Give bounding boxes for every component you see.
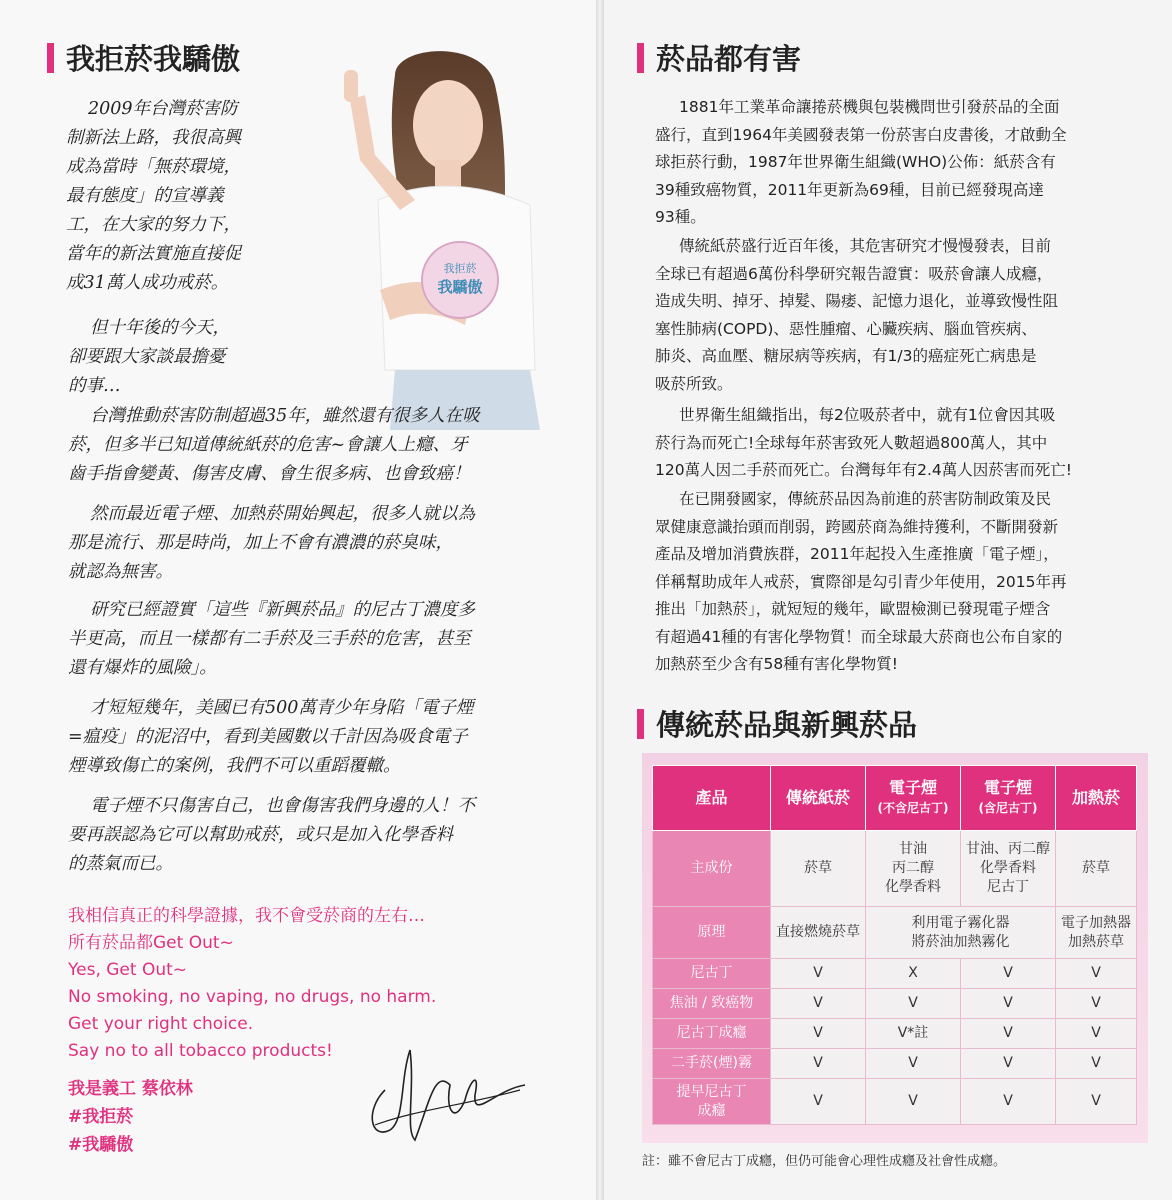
table-cell: V: [866, 1049, 961, 1079]
message-line: Get your right choice.: [68, 1014, 254, 1034]
comparison-table-panel: [642, 753, 1148, 1143]
worry-paragraph: [68, 314, 300, 401]
table-cell: V: [1056, 1019, 1137, 1049]
table-cell: V: [1056, 959, 1137, 989]
table-cell: 菸草: [771, 831, 866, 907]
table-row: [653, 907, 1137, 959]
row-label: 原理: [653, 907, 771, 959]
intro-paragraph: [66, 95, 303, 298]
history-line: 39種致癌物質，2011年更新為69種，目前已經發現高達: [655, 180, 1044, 199]
table-cell: X: [866, 959, 961, 989]
harm-line: 吸菸所致。: [655, 374, 733, 393]
hashtag: #我拒菸: [68, 1107, 134, 1127]
table-row: [653, 959, 1137, 989]
intro-line: 工，在大家的努力下，: [66, 215, 241, 235]
intro-line: 最有態度」的宣導義: [66, 186, 224, 206]
harm-line: 造成失明、掉牙、掉髮、陽痿、記憶力退化，並導致慢性阻: [655, 292, 1059, 310]
worry-line: 但十年後的今天，: [90, 318, 230, 338]
table-cell: V: [1056, 1049, 1137, 1079]
body-line: 研究已經證實「這些『新興菸品』的尼古丁濃度多: [90, 600, 475, 620]
left-section-title: [47, 37, 240, 78]
table-row: [653, 831, 1137, 907]
harm-line: 全球已有超過6萬份科學研究報告證實：吸菸會讓人成癮，: [655, 264, 1053, 283]
right-title-text: 菸品都有害: [656, 42, 802, 76]
body-line: 電子煙不只傷害自己，也會傷害我們身邊的人！不: [90, 796, 475, 816]
table-cell: V: [866, 1079, 961, 1125]
row-label: 尼古丁成癮: [653, 1019, 771, 1049]
industry-line: 有超過41種的有害化學物質！而全球最大菸商也公布自家的: [655, 627, 1063, 646]
worry-line: 卻要跟大家談最擔憂: [68, 347, 226, 367]
table-cell: V: [771, 1019, 866, 1049]
intro-line: 2009年台灣菸害防: [88, 99, 238, 119]
title-accent-bar: [47, 43, 54, 73]
table-cell: V: [771, 1079, 866, 1125]
title-accent-bar: [637, 709, 644, 739]
table-cell: 利用電子霧化器 將菸油加熱霧化: [866, 907, 1056, 959]
table-cell: V: [1056, 989, 1137, 1019]
volunteer-signoff: [68, 1075, 193, 1159]
message-line: No smoking, no vaping, no drugs, no harm.: [68, 987, 437, 1007]
body-paragraph-5: [60, 792, 560, 879]
industry-line: 佯稱幫助成年人戒菸，實際卻是勾引青少年使用，2015年再: [655, 572, 1067, 591]
table-row: [653, 1049, 1137, 1079]
harm-paragraph: [655, 233, 1150, 398]
right-section-title: [637, 37, 801, 78]
body-line: 那是流行、那是時尚，加上不會有濃濃的菸臭味，: [68, 533, 453, 553]
title-accent-bar: [637, 43, 644, 73]
who-line: 菸行為而死亡!全球每年菸害致死人數超過800萬人，其中: [655, 433, 1048, 452]
harm-line: 傳統紙菸盛行近百年後，其危害研究才慢慢發表，目前: [679, 237, 1052, 255]
handwritten-signature: [355, 1030, 530, 1160]
who-line: 120萬人因二手菸而死亡。台灣每年有2.4萬人因菸害而死亡!: [655, 461, 1072, 479]
comparison-table: [652, 765, 1137, 1125]
header-ecig-nicotine: 電子煙 (含尼古丁): [961, 766, 1056, 831]
body-line: 要再誤認為它可以幫助戒菸，或只是加入化學香料: [68, 825, 453, 845]
table-row: [653, 1019, 1137, 1049]
body-line: 才短短幾年，美國已有500萬青少年身陷「電子煙: [90, 698, 474, 718]
table-cell: 甘油 丙二醇 化學香料: [866, 831, 961, 907]
header-ecig-no-nicotine: 電子煙 (不含尼古丁): [866, 766, 961, 831]
body-line: 台灣推動菸害防制超過35年，雖然還有很多人在吸: [90, 406, 480, 426]
industry-line: 加熱菸至少含有58種有害化學物質!: [655, 655, 898, 673]
harm-line: 肺炎、高血壓、糖尿病等疾病，有1/3的癌症死亡病患是: [655, 347, 1037, 365]
body-line: 半更高，而且一樣都有二手菸及三手菸的危害，甚至: [68, 629, 471, 649]
row-label: 主成份: [653, 831, 771, 907]
table-cell: V: [771, 989, 866, 1019]
intro-line: 制新法上路，我很高興: [66, 128, 241, 148]
header-product: 產品: [653, 766, 771, 831]
hashtag: #我驕傲: [68, 1135, 134, 1155]
history-line: 盛行，直到1964年美國發表第一份菸害白皮書後，才啟動全: [655, 125, 1067, 144]
table-header-row: [653, 766, 1137, 831]
row-label: 尼古丁: [653, 959, 771, 989]
intro-line: 成31萬人成功戒菸。: [66, 273, 229, 293]
table-cell: V*註: [866, 1019, 961, 1049]
message-line: Say no to all tobacco products!: [68, 1041, 333, 1061]
table-footnote: 註：雖不會尼古丁成癮，但仍可能會心理性成癮及社會性成癮。: [642, 1154, 1007, 1169]
message-line: 我相信真正的科學證據，我不會受菸商的左右…: [68, 906, 425, 926]
table-cell: V: [961, 959, 1056, 989]
who-paragraph: [655, 402, 1150, 485]
body-paragraph-3: [60, 596, 560, 683]
table-cell: 菸草: [1056, 831, 1137, 907]
left-title-text: 我拒菸我驕傲: [66, 42, 241, 76]
row-label: 焦油 / 致癌物: [653, 989, 771, 1019]
table-cell: V: [866, 989, 961, 1019]
row-label: 提早尼古丁 成癮: [653, 1079, 771, 1125]
table-cell: V: [961, 1049, 1056, 1079]
table-cell: V: [771, 1049, 866, 1079]
history-line: 1881年工業革命讓捲菸機與包裝機問世引發菸品的全面: [679, 98, 1060, 116]
table-title-text: 傳統菸品與新興菸品: [656, 708, 918, 742]
worry-line: 的事…: [68, 376, 121, 396]
harm-line: 塞性肺病(COPD)、惡性腫瘤、心臟疾病、腦血管疾病、: [655, 319, 1037, 338]
intro-line: 成為當時「無菸環境，: [66, 157, 241, 177]
table-cell: V: [1056, 1079, 1137, 1125]
row-label: 二手菸(煙)霧: [653, 1049, 771, 1079]
message-line: Yes, Get Out~: [68, 960, 188, 980]
intro-line: 當年的新法實施直接促: [66, 244, 241, 264]
table-cell: 甘油、丙二醇 化學香料 尼古丁: [961, 831, 1056, 907]
industry-line: 推出「加熱菸」，就短短的幾年，歐盟檢測已發現電子煙含: [655, 600, 1051, 618]
table-cell: 電子加熱器 加熱菸草: [1056, 907, 1137, 959]
message-line: 所有菸品都Get Out~: [68, 933, 234, 953]
body-line: 齒手指會變黃、傷害皮膚、會生很多病、也會致癌！: [68, 464, 471, 484]
history-line: 93種。: [655, 208, 706, 226]
table-cell: V: [961, 989, 1056, 1019]
table-cell: V: [771, 959, 866, 989]
header-cigarette: 傳統紙菸: [771, 766, 866, 831]
industry-line: 眾健康意識抬頭而削弱，跨國菸商為維持獲利，不斷開發新: [655, 517, 1059, 536]
body-line: =瘟疫」的泥沼中，看到美國數以千計因為吸食電子: [68, 727, 468, 747]
body-paragraph-1: [60, 402, 560, 489]
volunteer-name: 我是義工 蔡依林: [68, 1079, 193, 1099]
who-line: 世界衛生組織指出，每2位吸菸者中，就有1位會因其吸: [679, 406, 1056, 424]
table-row: [653, 1079, 1137, 1125]
table-cell: 直接燃燒菸草: [771, 907, 866, 959]
page-fold: [596, 0, 604, 1200]
body-line: 菸，但多半已知道傳統紙菸的危害~會讓人上癮、牙: [68, 435, 468, 455]
table-cell: V: [961, 1079, 1056, 1125]
body-paragraph-2: [60, 500, 560, 587]
shirt-text-line1: 我拒菸: [443, 262, 477, 275]
history-paragraph: [655, 94, 1150, 232]
table-section-title: [637, 703, 917, 744]
body-line: 還有爆炸的風險」。: [68, 658, 217, 678]
industry-paragraph: [655, 486, 1150, 679]
industry-line: 在已開發國家，傳統菸品因為前進的菸害防制政策及民: [679, 490, 1052, 508]
spokesperson-photo: [300, 40, 565, 430]
table-cell: V: [961, 1019, 1056, 1049]
body-line: 就認為無害。: [68, 562, 173, 582]
body-line: 的蒸氣而已。: [68, 854, 173, 874]
body-line: 然而最近電子煙、加熱菸開始興起，很多人就以為: [90, 504, 475, 524]
body-paragraph-4: [60, 694, 560, 781]
shirt-text-line2: 我驕傲: [437, 278, 483, 296]
history-line: 球拒菸行動，1987年世界衛生組織(WHO)公佈：紙菸含有: [655, 153, 1056, 171]
industry-line: 產品及增加消費族群，2011年起投入生產推廣「電子煙」，: [655, 545, 1059, 563]
table-row: [653, 989, 1137, 1019]
body-line: 煙導致傷亡的案例，我們不可以重蹈覆轍。: [68, 756, 401, 776]
header-heated-tobacco: 加熱菸: [1056, 766, 1137, 831]
